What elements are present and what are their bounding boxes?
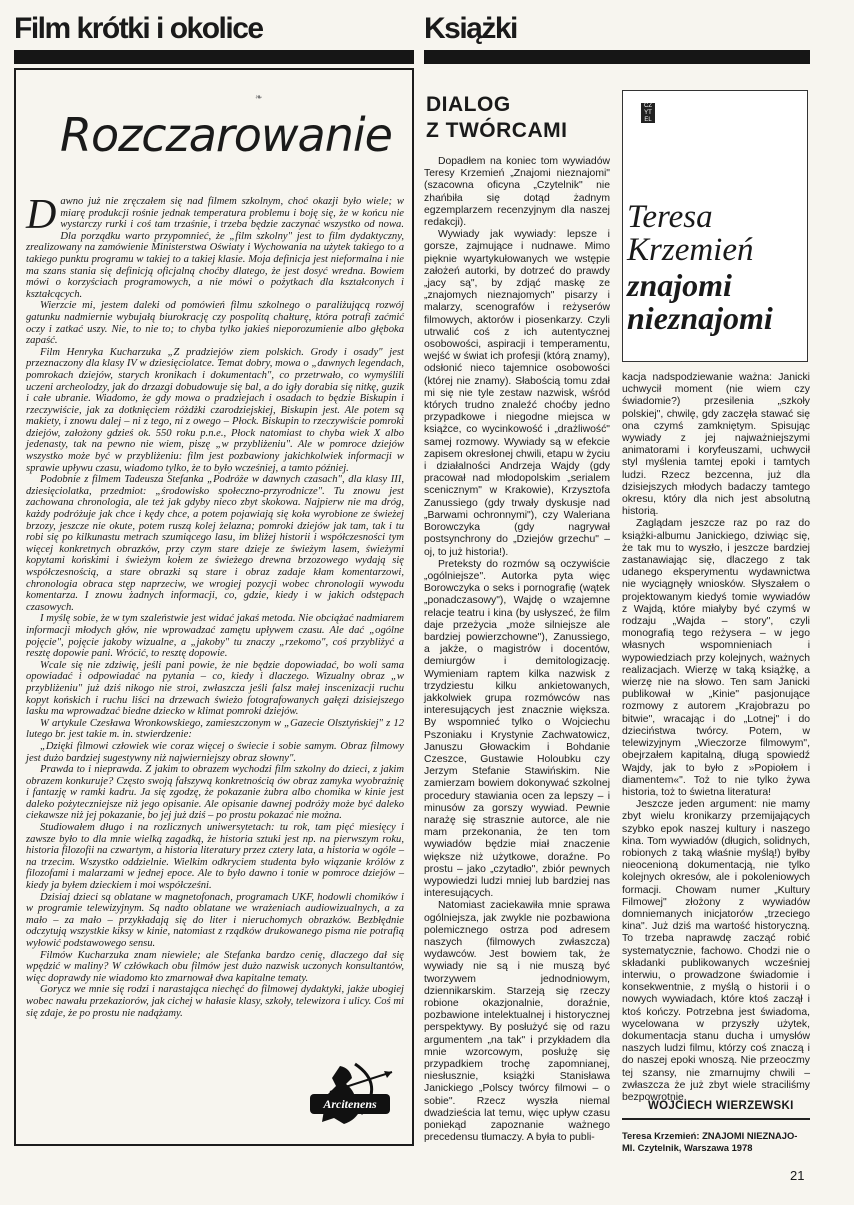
cover-author-last: Krzemień <box>627 232 754 268</box>
signature-name: Arcitenens <box>310 1094 390 1114</box>
paragraph-9: Prawda to i nieprawda. Z jakim to obrazem wychodzi film szkolny do dzieci, z jakim obrazem konkuruje? Często swoją fałszywą konkretnością ów obraz zamyka wyobraźnię i fantazję w ramki kadru. Ja się zgodzę, że pokazanie żubra albo chomika w kinie jest daleko pożyteczniejsze niż jego opisanie. Ale opisanie dawnej podróży może być daleko ciekawsze niż jej pokazanie, bo jej już dziś – po prostu pokazać nie można. <box>26 764 404 822</box>
dialog-title <box>426 92 567 144</box>
paragraph-2: Wierzcie mi, jestem daleki od pomówień filmu szkolnego o paraliżującą rozwój gatunku nadmiernie wybujałą biurokrację czy pospolitą chałturę, która potrafi zaćmić oczy i zatkać uszy. Nie, to nie to; to chyba tylko jakieś nieporozumienie albo głęboka zapaść. <box>26 300 404 347</box>
arcitenens-signature <box>300 1058 400 1138</box>
publisher-logo-icon: CZ YT EL <box>641 103 655 123</box>
paragraph-3: Film Henryka Kucharzuka „Z pradziejów ziem polskich. Grody i osady" jest przeznaczony dla klasy IV w dziesięciolatce. Temat dobry, mowa o „dawnych legendach, pomrokach dziejów, starych kronikach i dokumentach", co przetrwało, co wymyślili uczeni archeolodzy, jak do drzazgi dobudowuje się bal, a do igły dorabia się nitkę, guzik i całe ubranie. Wiadomo, że gdy mowa o pradziejach i osadach to będzie Biskupin i rzeczywiście, jak za dotknięciem różdżki czarodziejskiej, Biskupin jest. Ale potem są makiety, i znowu dalej – ni z tego, ni z owego – Płock. Biskupin to rzeczywiście pomroki dziejów, założony gdzieś ok. 550 roku p.n.e., Płock natomiast to chyba wiek X albo jedenasty, tak na pewno nie wiem, piszę „w przybliżeniu". Ale w pomroce dziejów wszystko może być w przybliżeniu: film jest pozbawiony jakichkolwiek informacji w sprawie upływu czasu, wiadomo tylko, że to było wcześniej, a tamto później. <box>26 346 404 474</box>
col1-paragraph-2: Wywiady jak wywiady: lepsze i gorsze, zajmujące i nudnawe. Mimo pięknie wyartykułowanych we wstępie założeń autorki, by dotrzeć do prawdy „jacy są", by zdjąć maskę ze „znajomych nieznajomych" pisarzy i malarzy, scenografów i reżyserów filmowych, aktorów i piosenkarzy. Czyli utrwalić coś z ich autentycznej osobowości, aspiracji i temperamentu, wejść w świat ich profesji (którą znamy), odsłonić nieco tajemnice osobowości (której nie znamy). Słabością tomu zdał mi się nie tyle zestaw nazwisk, wśród których trudno znaleźć choćby jedno przypadkowe i niegodne miejsca w książce, co wycinkowość i „drażliwość" samej rozmowy. Wywiady są w efekcie zapisem okresłonej chwili, etapu w życiu i działalności Andrzeja Wajdy (gdy pracował nad młodopolskim „serialem scenicznym" w Krakowie), Krzysztofa Zanussiego (gdy trwały dyskusje nad „Barwami ochronnymi"), czy Waleriana Borowczyka (gdy nagrywał postsynchrony do „Dziejów grzechu" – oj, to już historia!). <box>424 229 610 558</box>
right-header-bar <box>424 50 810 64</box>
footnote-divider <box>622 1118 810 1120</box>
book-cover-image <box>622 90 808 362</box>
paragraph-10: Studiowałem długo i na rozlicznych uniwersytetach: tu rok, tam pięć miesięcy i zawsze było to dla mnie wielką zagadką, że historia sztuki jest np. na pierwszym roku, historia filozofii na czwartym, a historia literatury przez cztery lata, a historia w ogóle – na trzecim. Wszystko oddzielnie. Wielkim odkryciem studenta było wiązanie królów z filozofami i malarzami w jednej epoce. Ale to było dawno i tonie w pomroce dziejów – kiedy ja byłem dzieckiem i moi współcześni. <box>26 822 404 892</box>
drop-cap: D <box>26 192 57 238</box>
cover-author-first: Teresa <box>627 199 713 235</box>
paragraph-6: Wcale się nie zdziwię, jeśli pani powie, że nie będzie dopowiadać, bo woli sama opowiadać i odpowiadać na pytania – co, kiedy i dlaczego. Wizualny obraz „w przybliżeniu" już dziś nikogo nie stroi, zwłaszcza jeśli falsz małej inscenizacji ruchu kopyt końskich i ruchu liści na drzewach świeżo fotografowanych gałęzi dzisiejszego lasku ma wprowadzać biedne dziecko w klimat pomroki dziejów. <box>26 659 404 718</box>
left-header-bar <box>14 50 414 64</box>
ornament-glyph: ❧ <box>255 92 263 102</box>
page-number: 21 <box>790 1168 805 1183</box>
col2-paragraph-1: kacja nadspodziewanie ważna: Janicki uchwycił moment (nie wiem czy świadomie?) przesilenia „szkoły polskiej", chwilę, gdy zaczęła stawać się ona czymś zamkniętym. Spisując wywiady z jej najważniejszymi animatorami i koryfeuszami, uchwycił styl myślenia tamtej epoki i tamtych ludzi. Rzecz bezcenna, już dla dzisiejszych młodych badaczy tamtego okresu, który dla nich jest absolutną historią. <box>622 372 810 518</box>
dialog-title-line1: DIALOG <box>426 93 511 116</box>
left-article-body <box>26 192 404 1056</box>
cover-title-line2: nieznajomi <box>627 300 773 336</box>
paragraph-1: Dawno już nie zręczałem się nad filmem szkolnym, choć okazji było wiele; w miarę produkcji rośnie jednak temperatura problemu i boję się, że w końcu nie wystarczy rurki i coś tam trzaśnie, i trzeba będzie zaczynać wszystko od nowa. Dla porządku warto przypomnieć, że „film szkolny" jest to film dydaktyczny, zrealizowany na zamówienie Ministerstwa Oświaty i Wychowania na użytek takiego to a takiego punktu programu w takiej to a takiej klasie. Moja definicja jest nieformalna i nie ma szans stania się definicją oficjalną choćby dlatego, że jest dosyć wredna. Bowiem mówi o korzyściach programowych, a nie mówi o pożytkach dla kształconych i kształcących. <box>26 192 404 300</box>
footnote-line-2: MI. Czytelnik, Warszawa 1978 <box>622 1142 753 1153</box>
paragraph-12: Filmów Kucharzuka znam niewiele; ale Stefanka bardzo cenię, dlaczego dał się wpędzić w maliny? W człówkach obu filmów jest dużo nazwisk uczonych konsultantów, więc doprawdy nie wiadomo kto zmarnował dwa kapitalne tematy. <box>26 949 404 984</box>
col1-paragraph-4: Natomiast zaciekawiła mnie sprawa ogólniejsza, jak zwykle nie pozbawiona polemicznego ostrza pod adresem naszych (filmowych zwłaszcza) wydawców. Jest bowiem tak, że wywiady nie są i nie muszą być tworzywem jednodniowym, dziennikarskim. Starzeją się rzeczy robione okazjonalnie, doraźnie, pozbawione intelektualnej i historycznej perspektywy. By posłużyć się od razu argumentem „na tak" i przykładem dla mnie wzorcowym, posłużę się przypadkiem trochę zapomnianej, niesłusznie, książki Stanisława Janickiego „Polscy twórcy filmowi – o sobie". Rzecz wyszła niemal dwadzieścia lat temu, więc upływ czasu poniekąd zapoznanie ważnego precedensu tłumaczy. A była to publi- <box>424 900 610 1144</box>
col2-paragraph-3: Jeszcze jeden argument: nie mamy zbyt wielu kronikarzy przemijających szybko epok naszej kultury i naszego kina. Tom wywiadów (długich, solidnych, robionych z taką właśnie myślą!) byłby nieocenioną dokumentacją, nie tylko kolejnych okresów, ale i pokoleniowych formacji. Chowam numer „Kultury Filmowej" złożony z wywiadów domniemanych inicjatorów „trzeciego kina". Już dziś ma wartość historyczną. To trzeba naprawdę zacząć robić systematycznie, fachowo. Chodzi nie o składanki publikowanych wcześniej interwiu, o prowadzone świadomie i konsekwentnie, z myślą o historii i o nowych wywiadach, które ktoś zaczął i ktoś kończy. Potrzebna jest świadoma, wycelowana w przyszły użytek, dokumentacja stanu ducha i umysłów naszych ludzi filmu, którzy coś znaczą i do naszej epoki wnoszą. Nie przeoczmy tej szansy, nie zmarnujmy chwili – zwłaszcza że już zbyt wiele straciliśmy bezpowrotnie. <box>622 799 810 1103</box>
paragraph-4: Podobnie z filmem Tadeusza Stefanka „Podróże w dawnych czasach", dla klasy III, dziesięciolatka, przedmiot: „środowisko społeczno-przyrodnicze". Tu znowu jest zachowana chronologia, ale też jak gdyby nieco zbyt skokowa. Najpierw nie ma dróg, każdy podróżuje jak chce i kędy chce, a potem pojawiają się koła wyrobione ze świeżej brzozy, jeszcze nie okute, potem ruszą kolej żelazna; pomroki dziejów jak tam, tak i tu robi się po kilkunastu metrach szumiącego lasu, im bliżej historii i współczesności tym więcej konkretnych obrazków, przy czym stare dzieje ze świeżym lasem, świeżymi kopytami końskimi i świeżym kołem ze świeżego drewna brzozowego wydają się współczesnością, a stare obrazki są stare i obraz zadaje kłam komentarzowi, chronologia obraca stęp naprzeciw, we wrogiej pozycji wobec chronologii wywodu komentarza. I znowu żadnych informacji, co, gdzie, kiedy i w jakich odstępach czasowych. <box>26 474 404 613</box>
footnote-line-1: Teresa Krzemień: ZNAJOMI NIEZNAJO- <box>622 1130 798 1141</box>
bibliographic-footnote <box>622 1130 812 1154</box>
cover-title <box>627 269 807 335</box>
paragraph-11: Dzisiaj dzieci są oblatane w magnetofonach, programach UKF, hodowli chomików i w programie telewizyjnym. Są nadto oblatane we wrażeniach audiowizualnych, a za mało – za mało – przykładają się do liter i nieruchomych obrazków. Bezbłędnie odczytują wszystkie kiksy w kinie, natomiast z rządków drukowanego pisma nie potrafią wyłowić podstawowego sensu. <box>26 891 404 949</box>
article-headline: Rozczarowanie <box>60 108 392 162</box>
article-author: WOJCIECH WIERZEWSKI <box>648 1100 794 1112</box>
dialog-title-line2: Z TWÓRCAMI <box>426 119 568 142</box>
paragraph-8: „Dzięki filmowi człowiek wie coraz więcej o świecie i sobie samym. Obraz filmowy jest dużo bardziej sugestywny niż najwierniejszy obraz słowny". <box>26 740 404 764</box>
cover-title-line1: znajomi <box>627 267 732 303</box>
cover-author <box>627 201 807 267</box>
col1-paragraph-1: Dopadłem na koniec tom wywiadów Teresy Krzemień „Znajomi nieznajomi" (szacowna oficyna „Czytelnik" nie zhańbiła się dotąd żadnym egzemplarzem recenzyjnym dla naszej redakcji). <box>424 156 610 229</box>
right-article-column-2 <box>622 372 810 1103</box>
col2-paragraph-2: Zaglądam jeszcze raz po raz do książki-albumu Janickiego, dziwiąc się, że tak mu to wyszło, i jeszcze bardziej zastanawiając się, dlaczego z tak udanego eksperymentu wydawnictwa nie wyciągnęły wniosków. Słyszałem o projektowanym kiedyś tomie wywiadów z Wajdą, które miałyby być czymś w rodzaju „Wajda – story", czyli monografią tego reżysera – w jego własnych wspomnieniach i wypowiedziach przy kolejnych, ważnych realizacjach. Wierzę w taką książkę, a wierzę nie na słowo. Ten sam Janicki publikował w „Kinie" pasjonujące rozmowy z autorem „Krajobrazu po bitwie", wracając i do „Lotnej" i do dzieciństwa twórcy. Potem, w telewizyjnym „Wieczorze filmowym", obejrzałem kapitalną, długą spowiedź Wajdy, jak to było z »Popiołem i diamentem«". Toż to nie tylko żywa historia, toż to świetna literatura! <box>622 518 810 798</box>
paragraph-5: I myślę sobie, że w tym szaleństwie jest widać jakaś metoda. Nie obciążać nadmiarem informacji młodych głów, nie wprowadzać zamętu upływem czasu. Ale dać „ogólne pojęcie", pojęcie jakoby wizualne, a „jakoby" tu znaczy „rzekomo", coś przybliżyć a resztę dopowie pani. Wrócić, to resztę dopowie. <box>26 613 404 660</box>
right-article-column-1 <box>424 156 610 1156</box>
right-section-title: Książki <box>424 12 517 45</box>
col1-paragraph-3: Preteksty do rozmów są oczywiście „ogólniejsze". Autorka pyta więc Borowczyka o seks i pornografię (wątek „ponadczasowy"), Wajdę o wzajemne relacje teatru i kina (by usłyszeć, że film daje przeżycia „może silniejsze ale bardziej powierzchowne"), Zanussiego, a jakże, o magistrów i docentów, demiurgów i demitologizację. Wymieniam raptem kilka nazwisk z trzydziestu kilku ankietowanych, jakkolwiek grupa rozmówców nas interesujących jest znacznie większa. By wspomnieć tylko o Wojciechu Pszoniaku i Krystynie Zachwatowicz, Januszu Głowackim i Bohdanie Czeszce, Gustawie Holoubku czy Jerzym Stefanie Stawińskim. Nie zamierzam bowiem dokonywać szkolnej procedury stawiania ocen za lepszy – i minusów za gorszy wywiad. Pewnie narażę się strasznie autorce, ale nie mam przekonania, że ten tom wywiadów będzie miał znaczenie większe niż użytkowe, doraźne. Po prostu – jako „czytadło", zbiór pewnych wypowiedzi ludzi mniej lub bardziej nas interesujących. <box>424 558 610 900</box>
paragraph-13: Gorycz we mnie się rodzi i narastająca niechęć do filmowej dydaktyki, jakże ubogiej wobec nawału przekaziorów, jak cichej w hałasie klasy, szkoły, telewizora i ulicy. Coś mi się zdaje, że po prostu nie nadążamy. <box>26 984 404 1019</box>
left-section-title: Film krótki i okolice <box>14 12 263 45</box>
paragraph-7: W artykule Czesława Wronkowskiego, zamieszczonym w „Gazecie Olsztyńskiej" z 12 lutego br. jest takie m. in. stwierdzenie: <box>26 717 404 741</box>
